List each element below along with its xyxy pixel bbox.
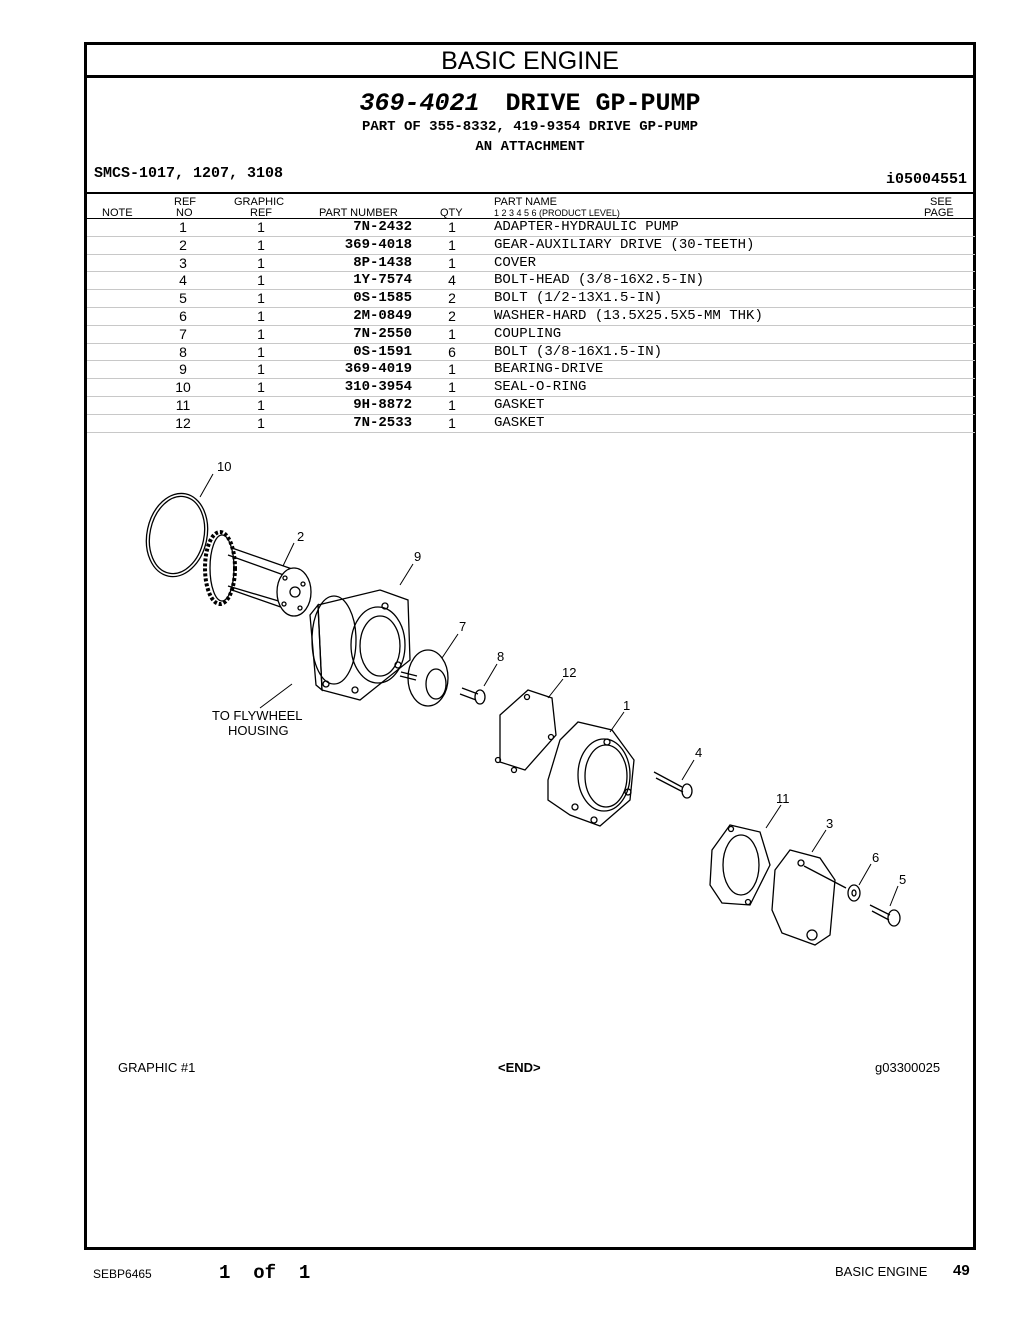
part-number: 9H-8872 [353,396,412,413]
ref-no: 3 [179,254,187,271]
callout-8: 8 [497,649,505,664]
ref-no: 4 [179,272,187,289]
col-see-top: SEE [930,196,953,208]
cover-plate [772,850,846,945]
callout-1: 1 [623,698,631,713]
ref-no: 11 [175,396,191,413]
quantity: 1 [448,361,456,378]
quantity: 1 [448,414,456,431]
part-name: BEARING-DRIVE [494,361,604,378]
ref-no: 8 [179,343,187,360]
col-qty: QTY [440,207,463,219]
section-title: BASIC ENGINE [87,45,973,78]
quantity: 1 [448,325,456,342]
callout-2: 2 [297,529,305,544]
group-number: 369-4021 [359,89,480,118]
callout-3: 3 [826,816,834,831]
quantity: 2 [448,290,456,307]
ref-no: 2 [179,236,187,253]
part-name: COUPLING [494,325,562,342]
end-marker: <END> [498,1060,541,1075]
col-graphic-top: GRAPHIC [234,196,285,208]
callout-5: 5 [899,872,907,887]
illustration-ident: i05004551 [885,171,967,188]
page-number: 49 [953,1262,970,1279]
coupling [400,650,448,706]
flywheel-note-line1: TO FLYWHEEL [212,708,303,723]
part-name: WASHER-HARD (13.5X25.5X5-MM THK) [494,307,763,324]
smcs-codes: SMCS-1017, 1207, 3108 [94,165,284,182]
part-number: 2M-0849 [353,307,412,324]
part-name: GEAR-AUXILIARY DRIVE (30-TEETH) [494,236,755,253]
gasket-small [496,690,557,773]
part-number: 310-3954 [344,379,412,396]
ref-no: 7 [179,325,187,342]
attachment-line: AN ATTACHMENT [475,139,585,155]
col-graphic-bottom: REF [250,207,272,219]
quantity: 4 [448,272,456,289]
quantity: 1 [448,254,456,271]
graphic-ref: 1 [257,219,265,235]
graphic-ref: 1 [257,379,265,396]
graphic-ref: 1 [257,361,265,378]
callout-6: 6 [872,850,880,865]
graphic-ref: 1 [257,254,265,271]
part-name: SEAL-O-RING [494,379,587,396]
col-ref-top: REF [174,196,196,208]
hard-washer [848,885,860,901]
part-name: COVER [494,254,537,271]
part-number: 0S-1585 [353,290,412,307]
col-note: NOTE [102,207,133,219]
graphic-ref: 1 [257,414,265,431]
graphic-ref: 1 [257,236,265,253]
part-number: 369-4019 [344,361,412,378]
graphic-ref: 1 [257,325,265,342]
col-product-level: 1 2 3 4 5 6 (PRODUCT LEVEL) [494,208,620,218]
quantity: 1 [448,396,456,413]
callout-10: 10 [217,459,232,474]
part-name: GASKET [494,414,545,431]
graphic-ref: 1 [257,343,265,360]
col-ref-bottom: NO [176,207,193,219]
group-name: DRIVE GP-PUMP [505,89,701,118]
graphic-label: GRAPHIC #1 [118,1060,196,1075]
footer-section: BASIC ENGINE [835,1264,928,1279]
part-name: BOLT (1/2-13X1.5-IN) [494,290,663,307]
part-number: 0S-1591 [353,343,412,360]
callout-4: 4 [695,745,703,760]
page-count: 1 of 1 [219,1262,311,1284]
gasket-large [710,825,770,905]
graphic-ref: 1 [257,307,265,324]
part-number: 7N-2533 [353,414,412,431]
part-number: 7N-2550 [353,325,412,342]
ref-no: 9 [179,361,187,378]
ref-no: 5 [179,290,187,307]
flywheel-note-line2: HOUSING [228,723,289,738]
leader-lines [200,474,898,906]
col-part-number: PART NUMBER [319,207,398,219]
ref-no: 6 [179,307,187,324]
part-name: GASKET [494,396,545,413]
quantity: 1 [448,236,456,253]
graphic-ref: 1 [257,290,265,307]
bolt-medium [870,905,900,926]
quantity: 1 [448,219,456,235]
graphic-ref: 1 [257,396,265,413]
graphic-id: g03300025 [875,1060,941,1075]
ref-no: 12 [175,414,191,431]
part-number: 7N-2432 [353,219,412,235]
hydraulic-pump-adapter [548,722,634,826]
head-bolt-long [654,772,692,798]
part-of-line: PART OF 355-8332, 419-9354 DRIVE GP-PUMP [361,119,699,135]
auxiliary-drive-gear [205,532,311,616]
callout-9: 9 [414,549,422,564]
graphic-ref: 1 [257,272,265,289]
part-number: 8P-1438 [353,254,412,271]
quantity: 2 [448,307,456,324]
callout-7: 7 [459,619,467,634]
bearing-drive-housing [310,590,410,700]
ref-no: 10 [175,379,191,396]
quantity: 6 [448,343,456,360]
callout-12: 12 [562,665,577,680]
part-number: 369-4018 [344,236,412,253]
ref-no: 1 [179,219,187,235]
part-number: 1Y-7574 [353,272,412,289]
bolt-short [460,688,485,704]
part-name: BOLT (3/8-16X1.5-IN) [494,343,663,360]
document-number: SEBP6465 [93,1267,152,1281]
part-name: ADAPTER-HYDRAULIC PUMP [494,219,679,235]
col-see-bottom: PAGE [924,207,954,219]
quantity: 1 [448,379,456,396]
callout-11: 11 [776,791,790,806]
o-ring-seal [139,488,215,583]
part-name: BOLT-HEAD (3/8-16X2.5-IN) [494,272,705,289]
col-part-name: PART NAME [494,196,557,208]
